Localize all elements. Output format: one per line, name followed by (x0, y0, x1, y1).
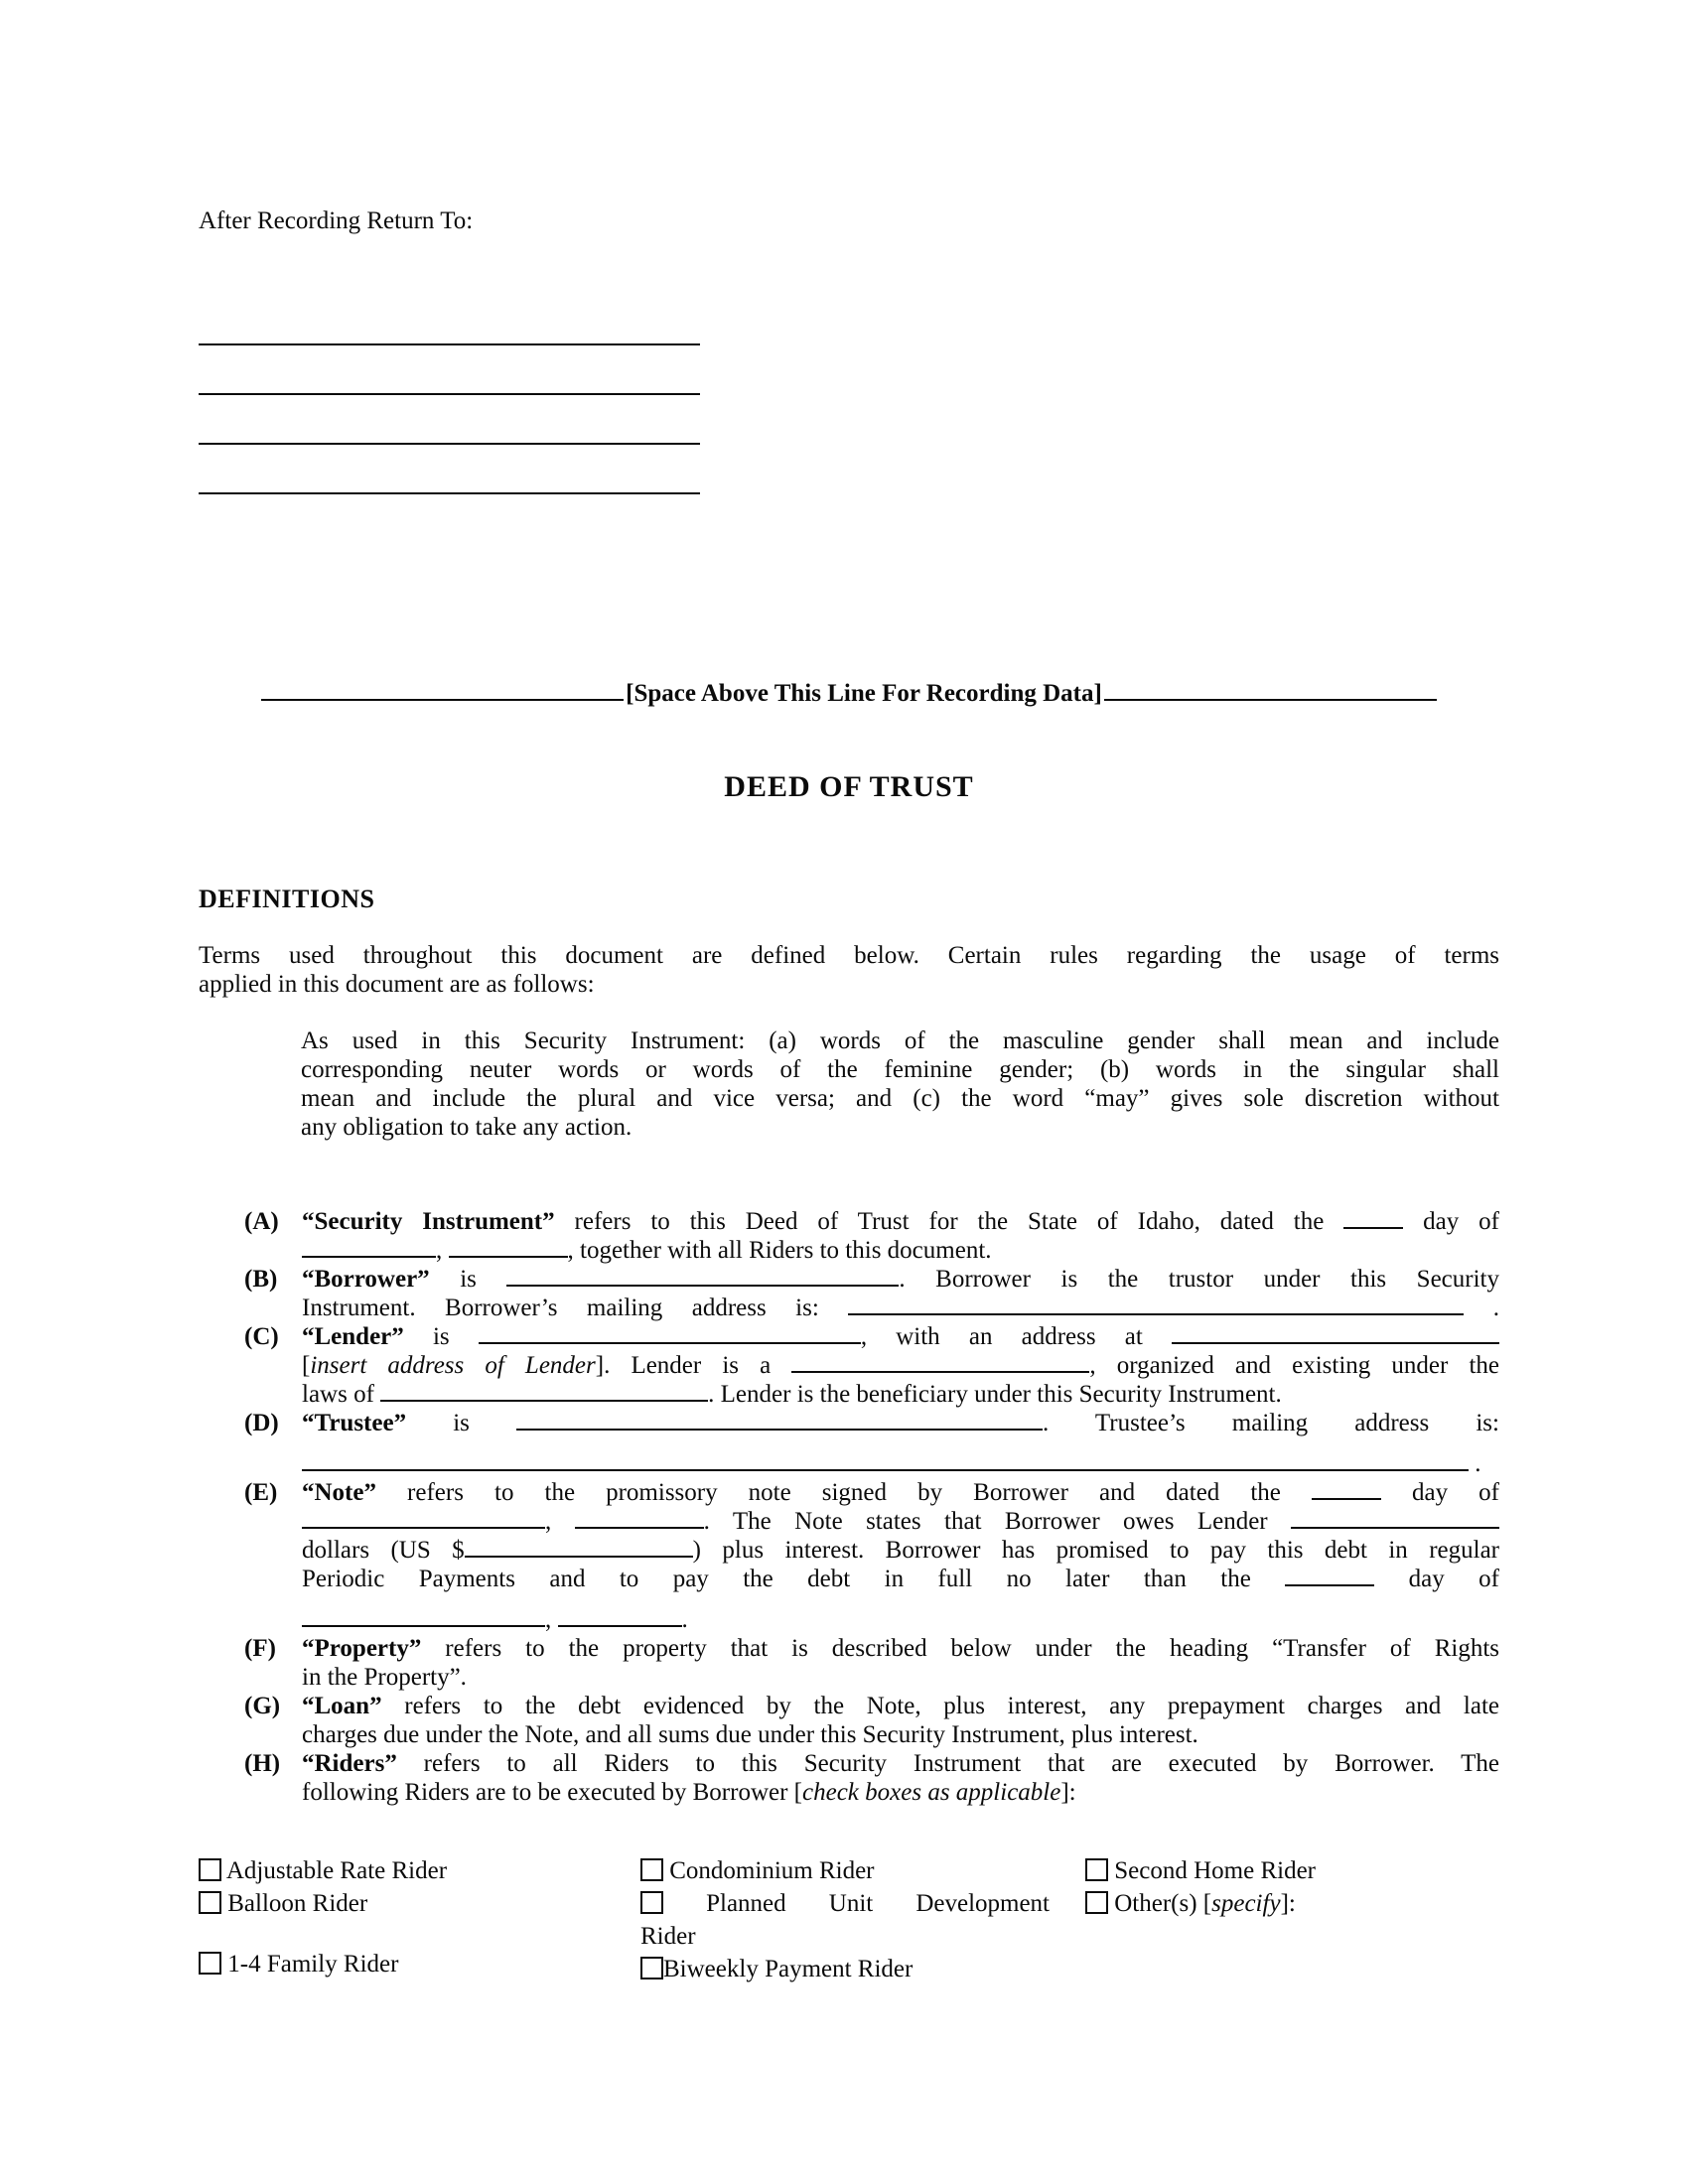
text: , with an address at (860, 1323, 1172, 1350)
text-line (302, 1351, 1499, 1380)
text-line (302, 1449, 1499, 1478)
definition-item-G (199, 1692, 1499, 1749)
return-address-lines (199, 296, 700, 494)
blank-field[interactable] (575, 1507, 704, 1529)
text: Planned Unit Development (663, 1890, 1050, 1917)
text: following Riders are to be executed by Borrower [ (302, 1779, 803, 1806)
blank-field[interactable] (506, 1265, 899, 1287)
blank-field[interactable] (1291, 1507, 1499, 1529)
text: . (1464, 1295, 1499, 1321)
riders-column-2 (640, 1854, 1085, 1985)
text: is (406, 1410, 516, 1436)
definition-item-D (199, 1409, 1499, 1478)
riders-column-3 (1085, 1854, 1499, 1985)
text-line (302, 1265, 1499, 1294)
blank-field[interactable] (449, 1236, 568, 1258)
recording-data-line (199, 679, 1499, 709)
rider-option-other-riders (1085, 1887, 1499, 1920)
definition-item-E (199, 1478, 1499, 1634)
rider-option-1-4-family-rider (199, 1948, 640, 1980)
checkbox-1-4-family-rider[interactable] (199, 1952, 221, 1975)
checkbox-second-home-rider[interactable] (1085, 1858, 1108, 1881)
text: any obligation to take any action. (301, 1114, 633, 1141)
blank-field[interactable] (465, 1536, 693, 1558)
definitions-heading: DEFINITIONS (199, 885, 375, 913)
text: ]. Lender is a (595, 1352, 792, 1379)
address-blank-line[interactable] (199, 345, 700, 395)
checkbox-adjustable-rate-rider[interactable] (199, 1858, 221, 1881)
bold-text: “Trustee” (302, 1410, 407, 1436)
text: As used in this Security Instrument: (a) words of the masculine gender shall mean and include (301, 1027, 1499, 1054)
text-line (640, 1887, 1050, 1920)
text: ]: (1280, 1890, 1296, 1917)
text: Terms used throughout this document are defined below. Certain rules regarding the usage of terms (199, 942, 1499, 969)
text-line (302, 1322, 1499, 1351)
text-line (302, 1380, 1499, 1409)
address-blank-line[interactable] (199, 296, 700, 345)
blank-field[interactable] (1343, 1207, 1403, 1229)
bold-text: “Note” (302, 1479, 376, 1506)
riders-checkbox-section (199, 1854, 1499, 1985)
definition-label-F: (F) (244, 1635, 276, 1662)
text: . Trustee’s mailing address is: (1042, 1410, 1499, 1436)
blank-field[interactable] (848, 1294, 1464, 1315)
text: dollars (US $ (302, 1537, 465, 1564)
text: Instrument. Borrower’s mailing address is: (302, 1295, 849, 1321)
text-line (302, 1749, 1499, 1778)
spacer (199, 1920, 640, 1948)
text: is (429, 1266, 507, 1293)
text-line (302, 1236, 1499, 1265)
definition-body (302, 1322, 1499, 1409)
text: , (545, 1508, 575, 1535)
definition-item-C (199, 1322, 1499, 1409)
text: . Lender is the beneficiary under this Security Instrument. (708, 1381, 1282, 1408)
text-line (1085, 1854, 1499, 1887)
address-blank-line[interactable] (199, 395, 700, 445)
text: . (1469, 1450, 1481, 1477)
document-title: DEED OF TRUST (724, 770, 974, 803)
text: , (436, 1237, 449, 1264)
definition-label-H: (H) (244, 1750, 281, 1777)
text-line (199, 1854, 640, 1887)
definition-label-E: (E) (244, 1479, 278, 1506)
rider-option-balloon-rider (199, 1887, 640, 1920)
text-line (640, 1953, 1085, 1985)
definition-body (302, 1634, 1499, 1692)
recording-right-blank[interactable] (1104, 679, 1437, 701)
blank-field[interactable] (1312, 1478, 1381, 1500)
rider-option-adjustable-rate-rider (199, 1854, 640, 1887)
text-line (302, 1605, 1499, 1634)
text: mean and include the plural and vice versa; and (c) the word “may” gives sole discretion without (301, 1085, 1499, 1112)
text: , together with all Riders to this document. (567, 1237, 992, 1264)
text: in the Property”. (302, 1664, 467, 1691)
text: 1-4 Family Rider (221, 1951, 399, 1978)
text: laws of (302, 1381, 381, 1408)
bold-text: “Borrower” (302, 1266, 430, 1293)
definition-item-B (199, 1265, 1499, 1322)
text-line (301, 1084, 1499, 1113)
text: day of (1403, 1208, 1499, 1235)
text: Condominium Rider (663, 1857, 875, 1884)
definition-label-B: (B) (244, 1266, 278, 1293)
intro-paragraph (199, 941, 1499, 999)
italic-text: check boxes as applicable (802, 1779, 1061, 1806)
text-line (302, 1634, 1499, 1663)
text-line (302, 1207, 1499, 1236)
blank-field[interactable] (1285, 1565, 1374, 1586)
text-line (301, 1113, 1499, 1142)
text-line (302, 1692, 1499, 1720)
blank-field[interactable] (302, 1507, 545, 1529)
text: . The Note states that Borrower owes Lender (703, 1508, 1291, 1535)
riders-column-1 (199, 1854, 640, 1985)
text: ]: (1060, 1779, 1076, 1806)
gender-clause-paragraph (199, 1026, 1499, 1142)
definition-body (302, 1265, 1499, 1322)
text: refers to this Deed of Trust for the State of Idaho, dated the (554, 1208, 1344, 1235)
rider-option-second-home-rider (1085, 1854, 1499, 1887)
text-line (1085, 1887, 1499, 1920)
definition-label-D: (D) (244, 1410, 279, 1436)
text: . Borrower is the trustor under this Security (899, 1266, 1499, 1293)
definitions-list (199, 1207, 1499, 1807)
text: refers to all Riders to this Security Instrument that are executed by Borrower. The (396, 1750, 1499, 1777)
text-line (199, 1887, 640, 1920)
after-recording-label: After Recording Return To: (199, 207, 474, 234)
text: [ (302, 1352, 311, 1379)
definition-label-C: (C) (244, 1323, 279, 1350)
text: corresponding neuter words or words of the feminine gender; (b) words in the singular shall (301, 1056, 1499, 1083)
rider-option-biweekly-payment-rider (640, 1953, 1085, 1985)
checkbox-planned-unit-development-rider[interactable] (640, 1891, 663, 1914)
text-line (302, 1294, 1499, 1322)
text: day of (1380, 1479, 1500, 1506)
text: applied in this document are as follows: (199, 971, 595, 998)
text: refers to the debt evidenced by the Note, plus interest, any prepayment charges and late (381, 1693, 1499, 1719)
checkbox-balloon-rider[interactable] (199, 1891, 221, 1914)
definition-body (302, 1692, 1499, 1749)
text-line (302, 1507, 1499, 1536)
blank-field[interactable] (479, 1322, 861, 1344)
rider-option-condominium-rider (640, 1854, 1085, 1887)
checkbox-biweekly-payment-rider[interactable] (640, 1957, 663, 1979)
definition-item-H (199, 1749, 1499, 1807)
definition-body (302, 1749, 1499, 1807)
blank-field[interactable] (558, 1605, 682, 1627)
text-line (302, 1720, 1499, 1749)
bold-text: “Lender” (302, 1323, 404, 1350)
definition-body (302, 1409, 1499, 1478)
text: Other(s) [ (1108, 1890, 1212, 1917)
recording-left-blank[interactable] (261, 679, 624, 701)
bold-text: “Riders” (302, 1750, 397, 1777)
text: Balloon Rider (221, 1890, 368, 1917)
text: refers to the property that is described below under the heading “Transfer of Rights (421, 1635, 1499, 1662)
blank-field[interactable] (516, 1409, 1043, 1431)
rider-option-planned-unit-development-rider (640, 1887, 1050, 1953)
text-line (199, 970, 1499, 999)
bold-text: “Property” (302, 1635, 422, 1662)
text: Biweekly Payment Rider (663, 1956, 914, 1982)
text: . (681, 1606, 688, 1633)
text: charges due under the Note, and all sums due under this Security Instrument, plus interest. (302, 1721, 1198, 1748)
text-line (302, 1536, 1499, 1565)
blank-field[interactable] (302, 1236, 436, 1258)
checkbox-condominium-rider[interactable] (640, 1858, 663, 1881)
text-line (301, 1055, 1499, 1084)
text: , organized and existing under the (1089, 1352, 1499, 1379)
blank-field[interactable] (302, 1449, 1469, 1471)
text-line (302, 1778, 1499, 1807)
italic-text: specify (1211, 1890, 1281, 1917)
text: Periodic Payments and to pay the debt in full no later than the (302, 1566, 1286, 1592)
checkbox-other-riders[interactable] (1085, 1891, 1108, 1914)
blank-field[interactable] (380, 1380, 708, 1402)
definition-item-F (199, 1634, 1499, 1692)
text-line (199, 1948, 640, 1980)
definition-item-A (199, 1207, 1499, 1265)
text: Adjustable Rate Rider (221, 1857, 448, 1884)
blank-field[interactable] (791, 1351, 1089, 1373)
text: ) plus interest. Borrower has promised to pay this debt in regular (692, 1537, 1499, 1564)
text-line (302, 1478, 1499, 1507)
text-line (301, 1026, 1499, 1055)
bold-text: “Loan” (302, 1693, 382, 1719)
text: day of (1374, 1566, 1499, 1592)
definition-body (302, 1207, 1499, 1265)
definition-label-G: (G) (244, 1693, 281, 1719)
bold-text: “Security Instrument” (302, 1208, 555, 1235)
text: is (403, 1323, 479, 1350)
address-blank-line[interactable] (199, 445, 700, 494)
text: refers to the promissory note signed by Borrower and dated the (375, 1479, 1312, 1506)
blank-field[interactable] (302, 1605, 545, 1627)
definition-label-A: (A) (244, 1208, 279, 1235)
text-line (640, 1854, 1085, 1887)
blank-field[interactable] (1172, 1322, 1499, 1344)
text-line (199, 941, 1499, 970)
text: Rider (640, 1923, 696, 1950)
text-line (302, 1565, 1499, 1593)
recording-data-label: [Space Above This Line For Recording Data] (626, 680, 1102, 707)
text-line (302, 1663, 1499, 1692)
definition-body (302, 1478, 1499, 1634)
text: , (545, 1606, 558, 1633)
text: Second Home Rider (1108, 1857, 1316, 1884)
italic-text: insert address of Lender (310, 1352, 596, 1379)
text-line (302, 1409, 1499, 1437)
text-line (640, 1920, 1050, 1953)
